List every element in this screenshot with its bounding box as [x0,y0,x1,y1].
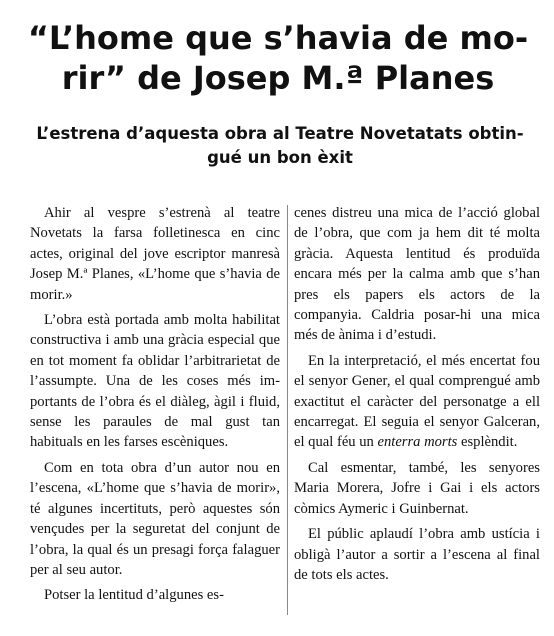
article-headline: “L’home que s’havia de morir” de Josep M.ª Planes [27,19,529,97]
article-column-left [30,203,280,611]
paragraph: Com en tota obra d’un autor nou en l’escena, «L’home que s’havia de morir», té algunes incertituts, però aquestes són vençudes per la seguretat del conjunt de l’obra, la qual és un presagi força falaguer per al seu autor. [30,459,280,578]
article-subheadline: L’estrena d’aquesta obra al Teatre Novetatats obtingué un bon èxit [36,124,524,167]
article-column-right [294,203,540,590]
paragraph: L’obra està portada amb molta habilitat constructiva i amb una gràcia especial que en tot moment fa oblidar l’arbitrarietat de l’assumpte. Una de les coses més importants de l’obra és el diàleg, àgil i fluid, sense les paraules de mal gust tan habituals en les farses escèniques. [30,312,280,451]
paragraph: Potser la lentitud d’algunes es- [44,587,224,604]
paragraph: Ahir al vespre s’estrenà al teatre Novetats la farsa folletinesca en cinc actes, original del jove escriptor manresà Josep M.ª Planes, «L’home que s’havia de morir.» [30,205,280,303]
paragraph: El públic aplaudí l’obra amb ustícia i obligà l’autor a sortir a l’escena al final de tots els actes. [294,526,540,583]
paragraph: cenes distreu una mica de l’acció global de l’obra, que com ja hem dit té molta gràcia. Aquesta lentitud és produïda encara més per la calma amb que s’han pres els papers els actors de la companyia. Caldria posar-hi una mica més de ànima i d’estudi. [294,205,540,344]
emphasized-text: enterra morts [377,434,458,451]
paragraph: Cal esmentar, també, les senyores Maria Morera, Jofre i Gai i els actors còmics Aymeric i Guinbernat. [294,459,540,517]
paragraph-text: En la interpretació, el més encertat fou el senyor Gener, el qual comprengué amb exactitut el caràcter del personatge a ell encarregat. El seguia el senyor Galceran, el qual féu un [294,352,540,451]
paragraph [294,351,540,453]
column-divider [287,205,288,615]
paragraph-text: esplèndit. [457,434,518,451]
